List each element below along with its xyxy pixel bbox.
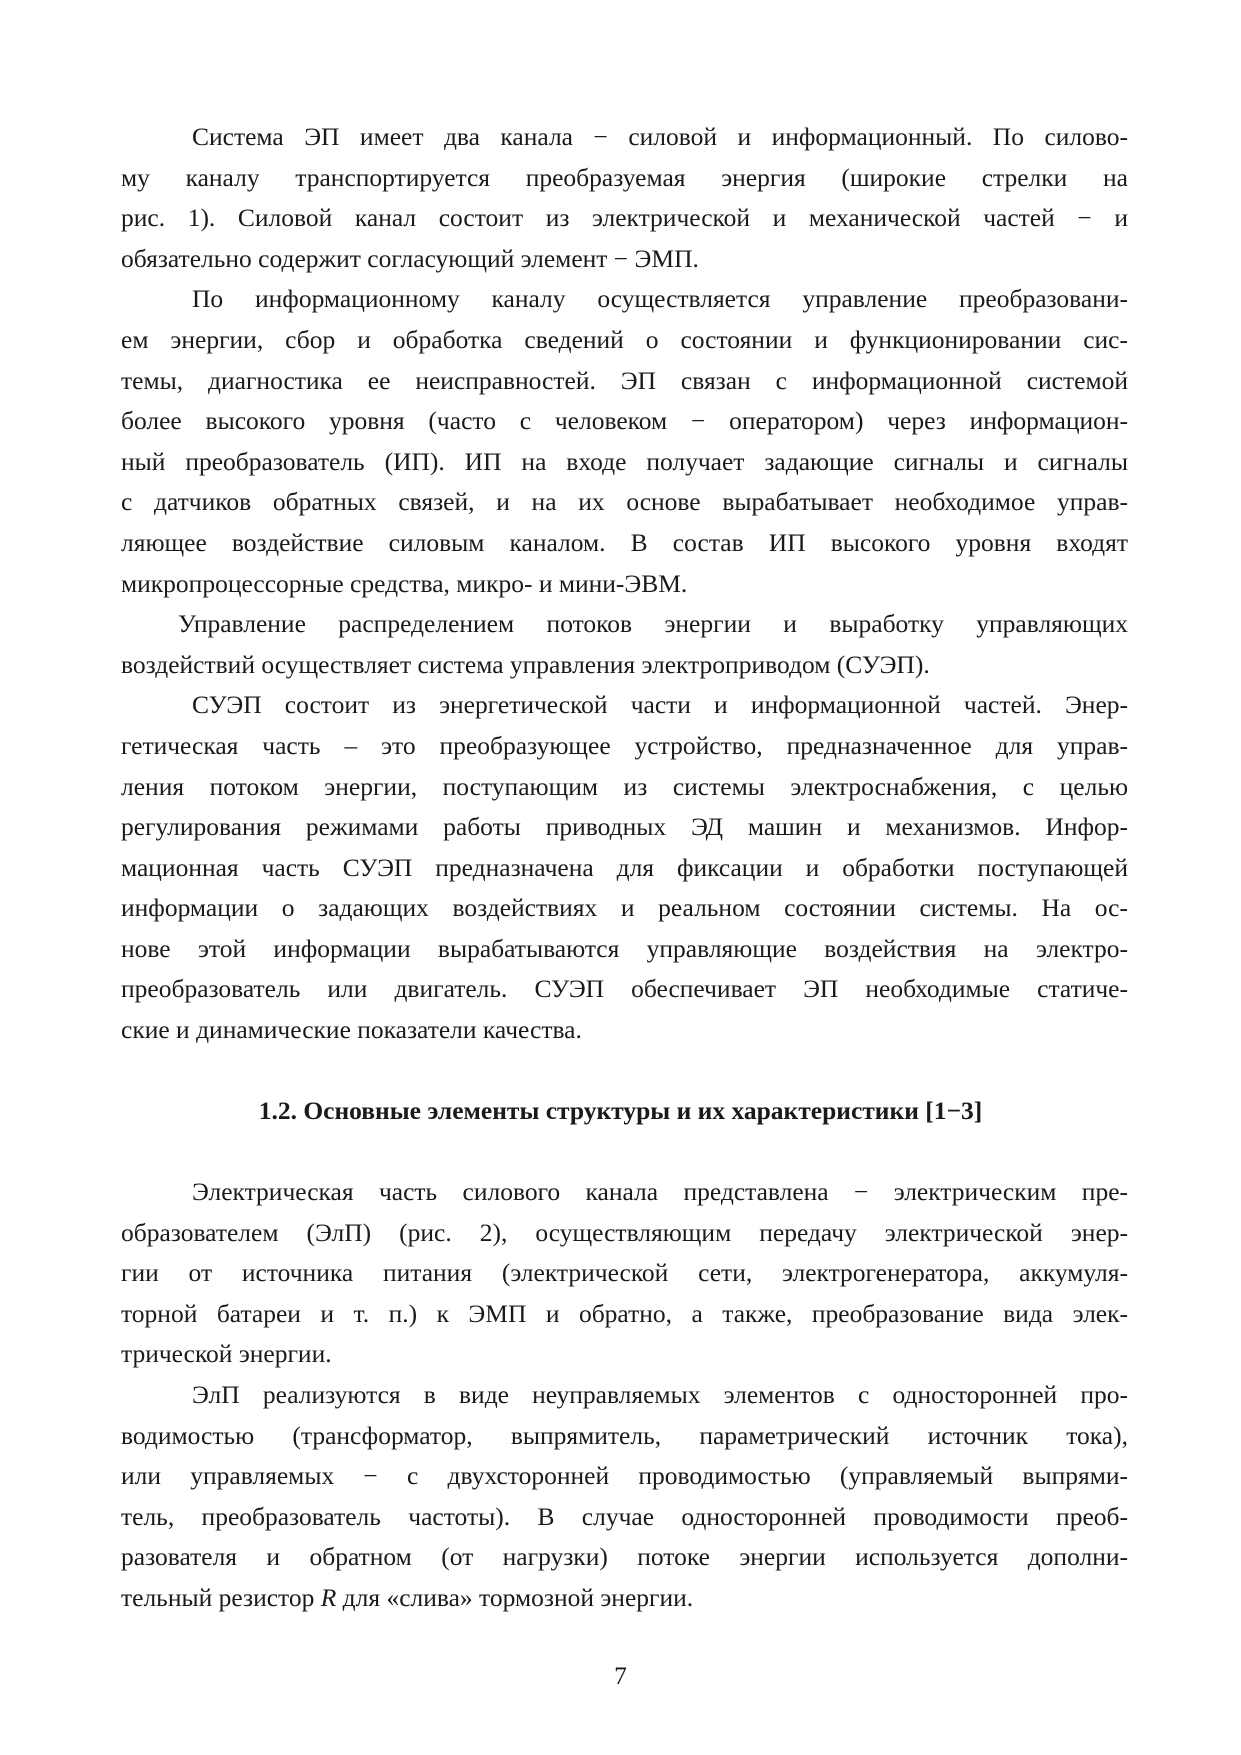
resistor-symbol: R	[320, 1582, 337, 1612]
text-line: СУЭП состоит из энергетической части и информационной частей. Энер-	[192, 690, 1128, 720]
text-line: регулирования режимами работы приводных ЭД машин и механизмов. Инфор-	[121, 812, 1128, 842]
page-number: 7	[614, 1661, 627, 1690]
text-line: или управляемых − с двухсторонней проводимостью (управляемый выпрями-	[121, 1461, 1128, 1491]
text-line: обязательно содержит согласующий элемент − ЭМП.	[121, 243, 699, 273]
text-line: нове этой информации вырабатываются управляющие воздействия на электро-	[121, 933, 1128, 963]
text-line: ем энергии, сбор и обработка сведений о состоянии и функционировании сис-	[121, 324, 1128, 354]
paragraph	[121, 117, 1128, 279]
text-line: водимостью (трансформатор, выпрямитель, параметрический источник тока),	[121, 1420, 1128, 1450]
text-line: Электрическая часть силового канала представлена − электрическим пре-	[192, 1177, 1128, 1206]
section-heading: 1.2. Основные элементы структуры и их характеристики [1−3]	[258, 1096, 983, 1125]
text-line: воздействий осуществляет система управления электроприводом (СУЭП).	[121, 649, 930, 679]
text-line: трической энергии.	[121, 1339, 332, 1369]
text-line: темы, диагностика ее неисправностей. ЭП связан с информационной системой	[121, 365, 1128, 395]
text-line: По информационному каналу осуществляется управление преобразовани-	[192, 284, 1128, 314]
text-line: торной батареи и т. п.) к ЭМП и обратно, а также, преобразование вида элек-	[121, 1298, 1128, 1328]
text-line: гии от источника питания (электрической сети, электрогенератора, аккумуля-	[121, 1258, 1128, 1288]
text-line: тельный резистор R для «слива» тормозной энергии.	[121, 1582, 694, 1612]
text-line: преобразователь или двигатель. СУЭП обеспечивает ЭП необходимые статиче-	[121, 974, 1128, 1004]
paragraph	[121, 685, 1128, 1050]
text-line: гетическая часть – это преобразующее устройство, предназначенное для управ-	[121, 730, 1128, 760]
text-line: ЭлП реализуются в виде неуправляемых элементов с односторонней про-	[192, 1379, 1128, 1409]
paragraph	[121, 1172, 1128, 1375]
paragraph	[121, 279, 1128, 604]
text-line: информации о задающих воздействиях и реальном состоянии системы. На ос-	[121, 893, 1128, 923]
text-line: рис. 1). Силовой канал состоит из электрической и механической частей − и	[121, 203, 1128, 233]
body-text-bottom	[121, 1172, 1128, 1619]
text-line: Система ЭП имеет два канала − силовой и информационный. По силово-	[192, 122, 1128, 151]
text-line: ские и динамические показатели качества.	[121, 1015, 582, 1045]
text-line: образователем (ЭлП) (рис. 2), осуществляющим передачу электрической энер-	[121, 1217, 1128, 1247]
text-line: разователя и обратном (от нагрузки) потоке энергии используется дополни-	[121, 1542, 1128, 1572]
text-line: Управление распределением потоков энергии и выработку управляющих	[178, 609, 1128, 639]
text-line: ный преобразователь (ИП). ИП на входе получает задающие сигналы и сигналы	[121, 446, 1128, 476]
text-line: более высокого уровня (часто с человеком − оператором) через информацион-	[121, 406, 1128, 436]
text-line: микропроцессорные средства, микро- и мини-ЭВМ.	[121, 568, 688, 598]
body-text-top	[121, 117, 1128, 1051]
text-line: ления потоком энергии, поступающим из системы электроснабжения, с целью	[121, 771, 1128, 801]
paragraph	[121, 604, 1128, 685]
text-line: мационная часть СУЭП предназначена для фиксации и обработки поступающей	[121, 852, 1128, 882]
paragraph	[121, 1375, 1128, 1619]
text-line: му каналу транспортируется преобразуемая энергия (широкие стрелки на	[121, 162, 1128, 192]
text-line: с датчиков обратных связей, и на их основе вырабатывает необходимое управ-	[121, 487, 1128, 517]
text-line: тель, преобразователь частоты). В случае односторонней проводимости преоб-	[121, 1501, 1128, 1531]
text-line: ляющее воздействие силовым каналом. В состав ИП высокого уровня входят	[121, 527, 1128, 557]
